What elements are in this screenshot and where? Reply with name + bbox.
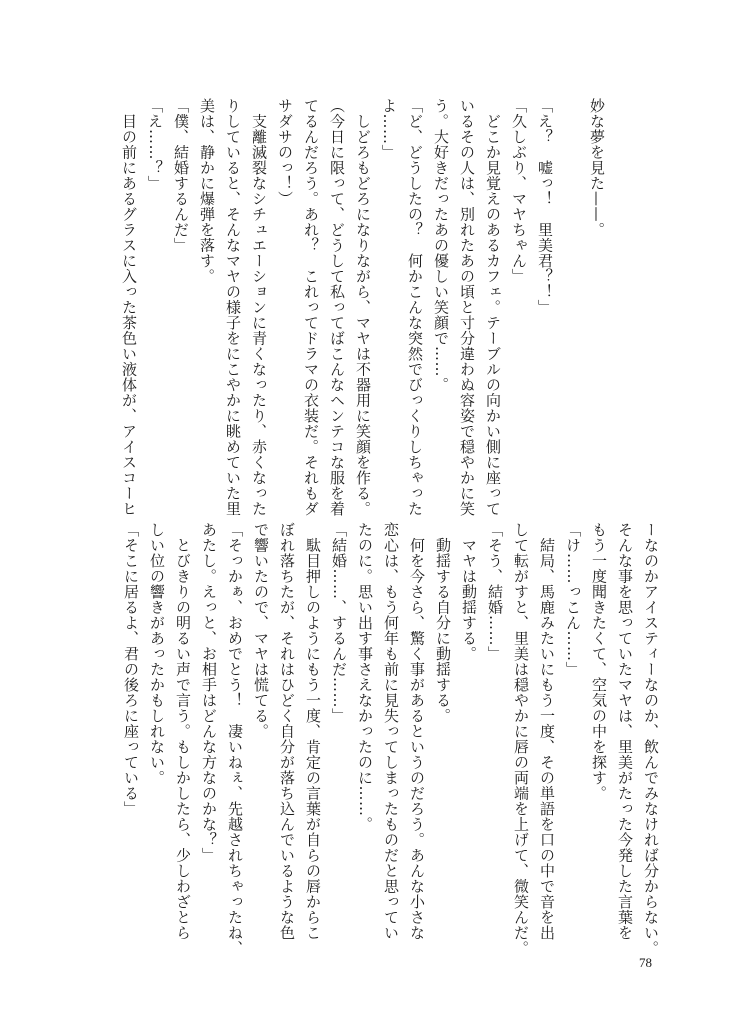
text-line: ーなのかアイスティーなのか、飲んでみなければ分からない。 xyxy=(642,522,660,956)
text-line: りしていると、そんなマヤの様子をにこやかに眺めていた里 xyxy=(224,98,242,517)
text-line: そんな事を思っていたマヤは、里美がたった今発した言葉を xyxy=(616,522,634,941)
text-line: で響いたので、マヤは慌てる。 xyxy=(252,522,270,739)
text-line: 「久しぶり、マヤちゃん」 xyxy=(510,98,528,284)
text-line: 「そう、結婚……」 xyxy=(486,522,504,662)
text-line: サダサのっ！） xyxy=(276,98,294,207)
text-line: いるその人は、別れたあの頃と寸分違わぬ容姿で穏やかに笑 xyxy=(458,98,476,517)
text-line: とびきりの明るい声で言う。もしかしたら、少しわざとら xyxy=(174,522,192,941)
text-line: 何を今さら、驚く事があるというのだろう。あんな小さな xyxy=(408,522,426,941)
text-line: 結局、馬鹿みたいにもう一度、その単語を口の中で音を出 xyxy=(538,522,556,941)
text-line: 駄目押しのようにもう一度、肯定の言葉が自らの唇からこ xyxy=(304,522,322,941)
text-line: よ……」 xyxy=(380,98,398,160)
text-line: 美は、静かに爆弾を落す。 xyxy=(198,98,216,284)
text-line: 目の前にあるグラスに入った茶色い液体が、アイスコーヒ xyxy=(120,98,138,517)
text-line: 「そっかぁ、おめでとう！ 凄いねぇ、先越されちゃったね、 xyxy=(226,522,244,956)
text-line: 「け……っこん……」 xyxy=(564,522,582,677)
text-line: しい位の響きがあったかもしれない。 xyxy=(148,522,166,786)
text-line: 「ど、どうしたの？ 何かこんな突然でびっくりしちゃった xyxy=(406,98,424,517)
text-line: 動揺する自分に動揺する。 xyxy=(434,522,452,724)
text-line: う。大好きだったあの優しい笑顔で……。 xyxy=(432,98,450,393)
text-line: たのに。思い出す事さえなかったのに……。 xyxy=(356,522,374,832)
text-line: あたし。えっと、お相手はどんな方なのかな？」 xyxy=(200,522,218,863)
text-line xyxy=(558,98,584,518)
text-line: ぼれ落ちたが、それはひどく自分が落ち込んでいるような色 xyxy=(278,522,296,941)
text-line: もう一度聞きたくて、空気の中を探す。 xyxy=(590,522,608,801)
text-line: しどろもどろになりながら、マヤは不器用に笑顔を作る。 xyxy=(354,98,372,517)
text-line: 「僕、結婚するんだ」 xyxy=(172,98,190,253)
text-line: 「そこに居るよ、君の後ろに座っている」 xyxy=(122,522,140,817)
text-line: どこか見覚えのあるカフェ。テーブルの向かい側に座って xyxy=(484,98,502,517)
upper-text-block xyxy=(116,98,610,518)
text-line: 「結婚……、するんだ……」 xyxy=(330,522,348,724)
text-line: 恋心は、もう何年も前に見失ってしまったものだと思ってい xyxy=(382,522,400,941)
lower-text-block xyxy=(118,522,664,956)
text-line: して転がすと、里美は穏やかに唇の両端を上げて、微笑んだ。 xyxy=(512,522,530,956)
text-line: 「え？ 嘘っ！ 里美君？！」 xyxy=(536,98,554,315)
page-number: 78 xyxy=(639,955,652,970)
text-line: 「え……？」 xyxy=(146,98,164,191)
text-line: （今日に限って、どうして私ってばこんなヘンテコな服を着 xyxy=(328,98,346,517)
text-line: 妙な夢を見た——。 xyxy=(588,98,606,238)
text-line: 支離滅裂なシチュエーションに青くなったり、赤くなった xyxy=(250,98,268,517)
text-line: てるんだろう。あれ？ これってドラマの衣装だ。それもダ xyxy=(302,98,320,517)
text-line: マヤは動揺する。 xyxy=(460,522,478,662)
